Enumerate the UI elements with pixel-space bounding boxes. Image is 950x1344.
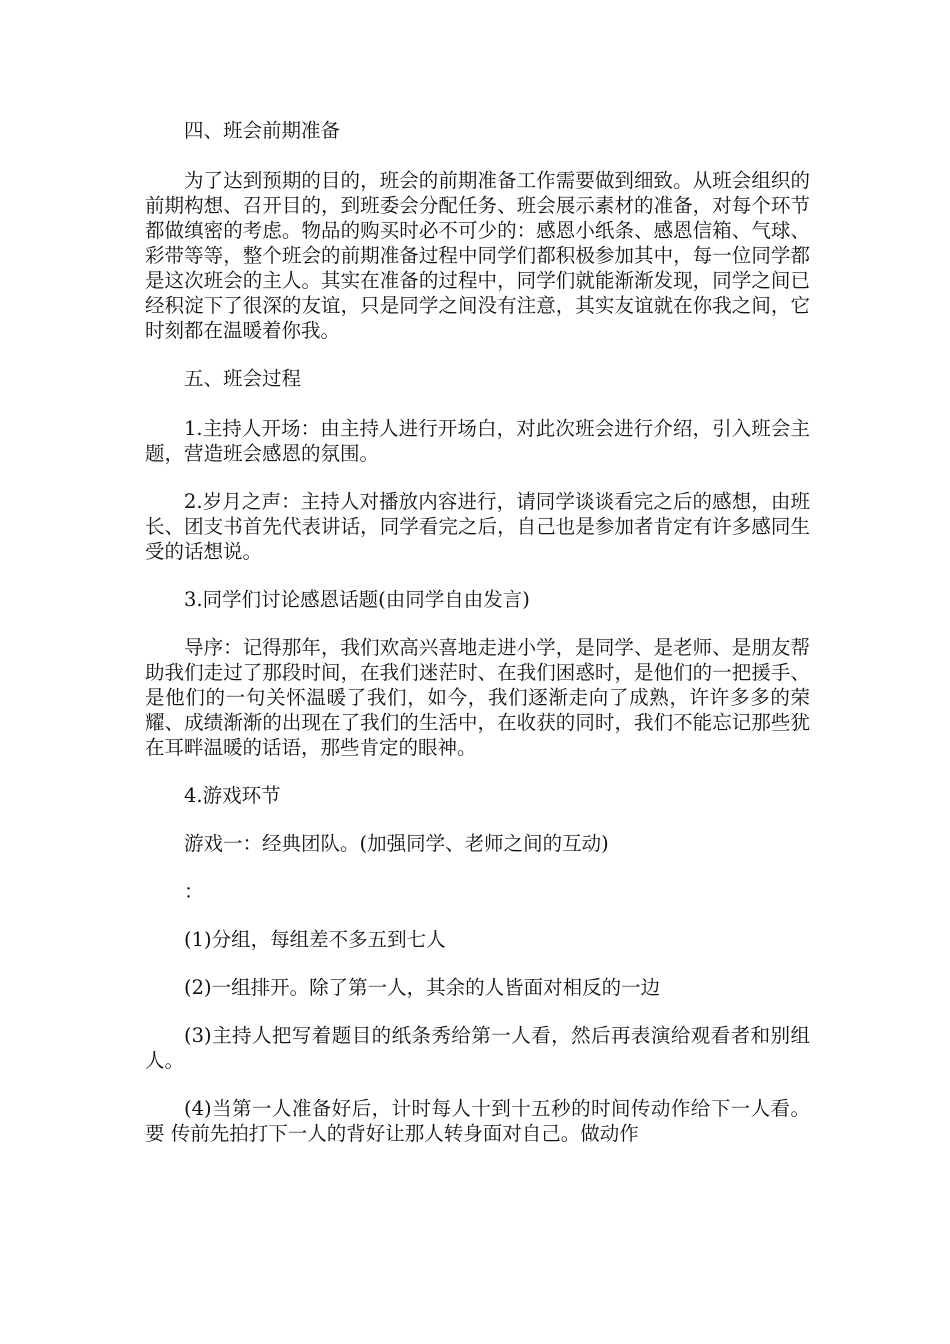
paragraph-step-4: (4)当第一人准备好后，计时每人十到十五秒的时间传动作给下一人看。要 传前先拍打下一人的背好让那人转身面对自己。做动作: [145, 1097, 810, 1145]
paragraph-preparation-body: 为了达到预期的目的，班会的前期准备工作需要做到细致。从班会组织的前期构想、召开目的，到班委会分配任务、班会展示素材的准备，对每个环节都做缜密的考虑。物品的购买时必不可少的：感恩小纸条、感恩信箱、气球、彩带等等，整个班会的前期准备过程中同学们都积极参加其中，每一位同学都是这次班会的主人。其实在准备的过程中，同学们就能渐渐发现，同学之间已经积淀下了很深的友谊，只是同学之间没有注意，其实友谊就在你我之间，它时刻都在温暖着你我。: [145, 169, 810, 342]
section-heading-process: 五、班会过程: [184, 367, 302, 390]
paragraph-game-section: 4.游戏环节: [184, 784, 281, 807]
paragraph-step-1: (1)分组，每组差不多五到七人: [184, 928, 446, 951]
paragraph-step-3: (3)主持人把写着题目的纸条秀给第一人看，然后再表演给观看者和别组人。: [145, 1024, 810, 1072]
section-heading-preparation: 四、班会前期准备: [184, 119, 341, 142]
document-body: [145, 118, 810, 1169]
paragraph-game-one: 游戏一：经典团队。(加强同学、老师之间的互动): [184, 832, 609, 855]
paragraph-step-2: (2)一组排开。除了第一人，其余的人皆面对相反的一边: [184, 976, 661, 999]
paragraph-colon: ：: [184, 880, 204, 903]
paragraph-preface: 导序：记得那年，我们欢高兴喜地走进小学，是同学、是老师、是朋友帮助我们走过了那段时间，在我们迷茫时、在我们困惑时，是他们的一把援手、是他们的一句关怀温暖了我们，如今，我们逐渐走向了成熟，许许多多的荣耀、成绩渐渐的出现在了我们的生活中，在收获的同时，我们不能忘记那些犹在耳畔温暖的话语，那些肯定的眼神。: [145, 636, 810, 759]
paragraph-host-opening: 1.主持人开场：由主持人进行开场白，对此次班会进行介绍，引入班会主题，营造班会感恩的氛围。: [145, 417, 810, 465]
paragraph-voice-of-years: 2.岁月之声：主持人对播放内容进行，请同学谈谈看完之后的感想，由班长、团支书首先代表讲话，同学看完之后，自己也是参加者肯定有许多感同生受的话想说。: [145, 490, 810, 563]
paragraph-discussion-topic: 3.同学们讨论感恩话题(由同学自由发言): [184, 588, 530, 611]
